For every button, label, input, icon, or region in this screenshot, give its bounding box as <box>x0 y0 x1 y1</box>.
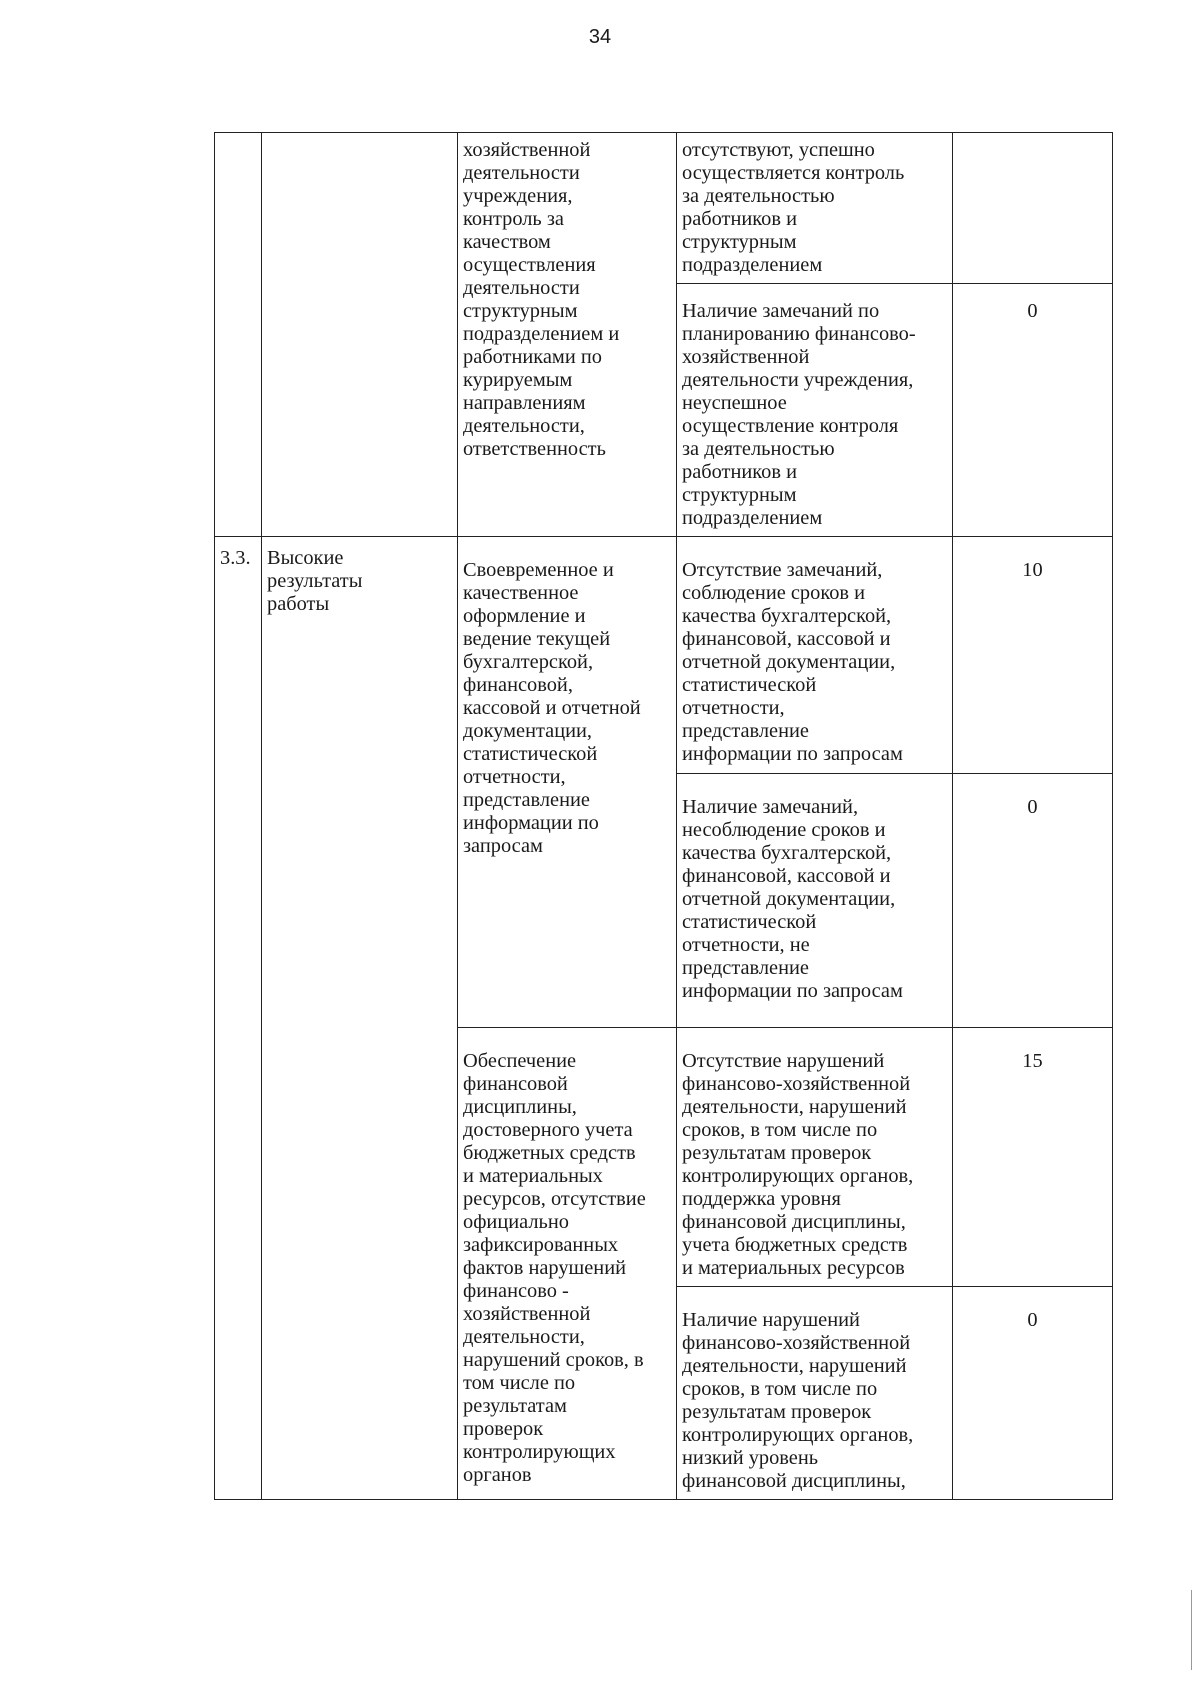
score-cell: 10 <box>953 537 1113 774</box>
condition-cell: Отсутствие нарушений финансово-хозяйственной деятельности, нарушений сроков, в том числе по результатам проверок контролирующих органов, поддержка уровня финансовой дисциплины, учета бюджетных средств и материальных ресурсов <box>677 1028 953 1287</box>
score-cell: 15 <box>953 1028 1113 1287</box>
indicator-cell: Обеспечение финансовой дисциплины, достоверного учета бюджетных средств и материальных ресурсов, отсутствие официально зафиксированных фактов нарушений финансово - хозяйственной деятельности, нарушений сроков, в том числе по результатам проверок контролирующих органов <box>458 1028 677 1500</box>
criterion-cell <box>262 133 458 537</box>
condition-cell: отсутствуют, успешно осуществляется контроль за деятельностью работников и структурным подразделением <box>677 133 953 284</box>
condition-cell: Наличие замечаний, несоблюдение сроков и качества бухгалтерской, финансовой, кассовой и отчетной документации, статистической отчетности, не представление информации по запросам <box>677 774 953 1028</box>
scan-edge-mark <box>1191 1590 1192 1670</box>
page-number: 34 <box>588 26 612 48</box>
criterion-cell: Высокие результаты работы <box>262 537 458 1500</box>
score-cell: 0 <box>953 774 1113 1028</box>
indicator-cell: хозяйственной деятельности учреждения, контроль за качеством осуществления деятельности структурным подразделением и работниками по курируемым направлениям деятельности, ответственность <box>458 133 677 537</box>
table-row <box>215 133 1113 284</box>
score-cell: 0 <box>953 1287 1113 1500</box>
score-cell: 0 <box>953 284 1113 537</box>
table-row <box>215 537 1113 774</box>
criteria-table <box>214 132 1113 1500</box>
indicator-cell: Своевременное и качественное оформление и ведение текущей бухгалтерской, финансовой, кассовой и отчетной документации, статистической отчетности, представление информации по запросам <box>458 537 677 1028</box>
condition-cell: Наличие нарушений финансово-хозяйственной деятельности, нарушений сроков, в том числе по результатам проверок контролирующих органов, низкий уровень финансовой дисциплины, <box>677 1287 953 1500</box>
condition-cell: Отсутствие замечаний, соблюдение сроков и качества бухгалтерской, финансовой, кассовой и отчетной документации, статистической отчетности, представление информации по запросам <box>677 537 953 774</box>
item-number-cell: 3.3. <box>215 537 262 1500</box>
condition-cell: Наличие замечаний по планированию финансово- хозяйственной деятельности учреждения, неуспешное осуществление контроля за деятельностью работников и структурным подразделением <box>677 284 953 537</box>
item-number-cell <box>215 133 262 537</box>
score-cell <box>953 133 1113 284</box>
